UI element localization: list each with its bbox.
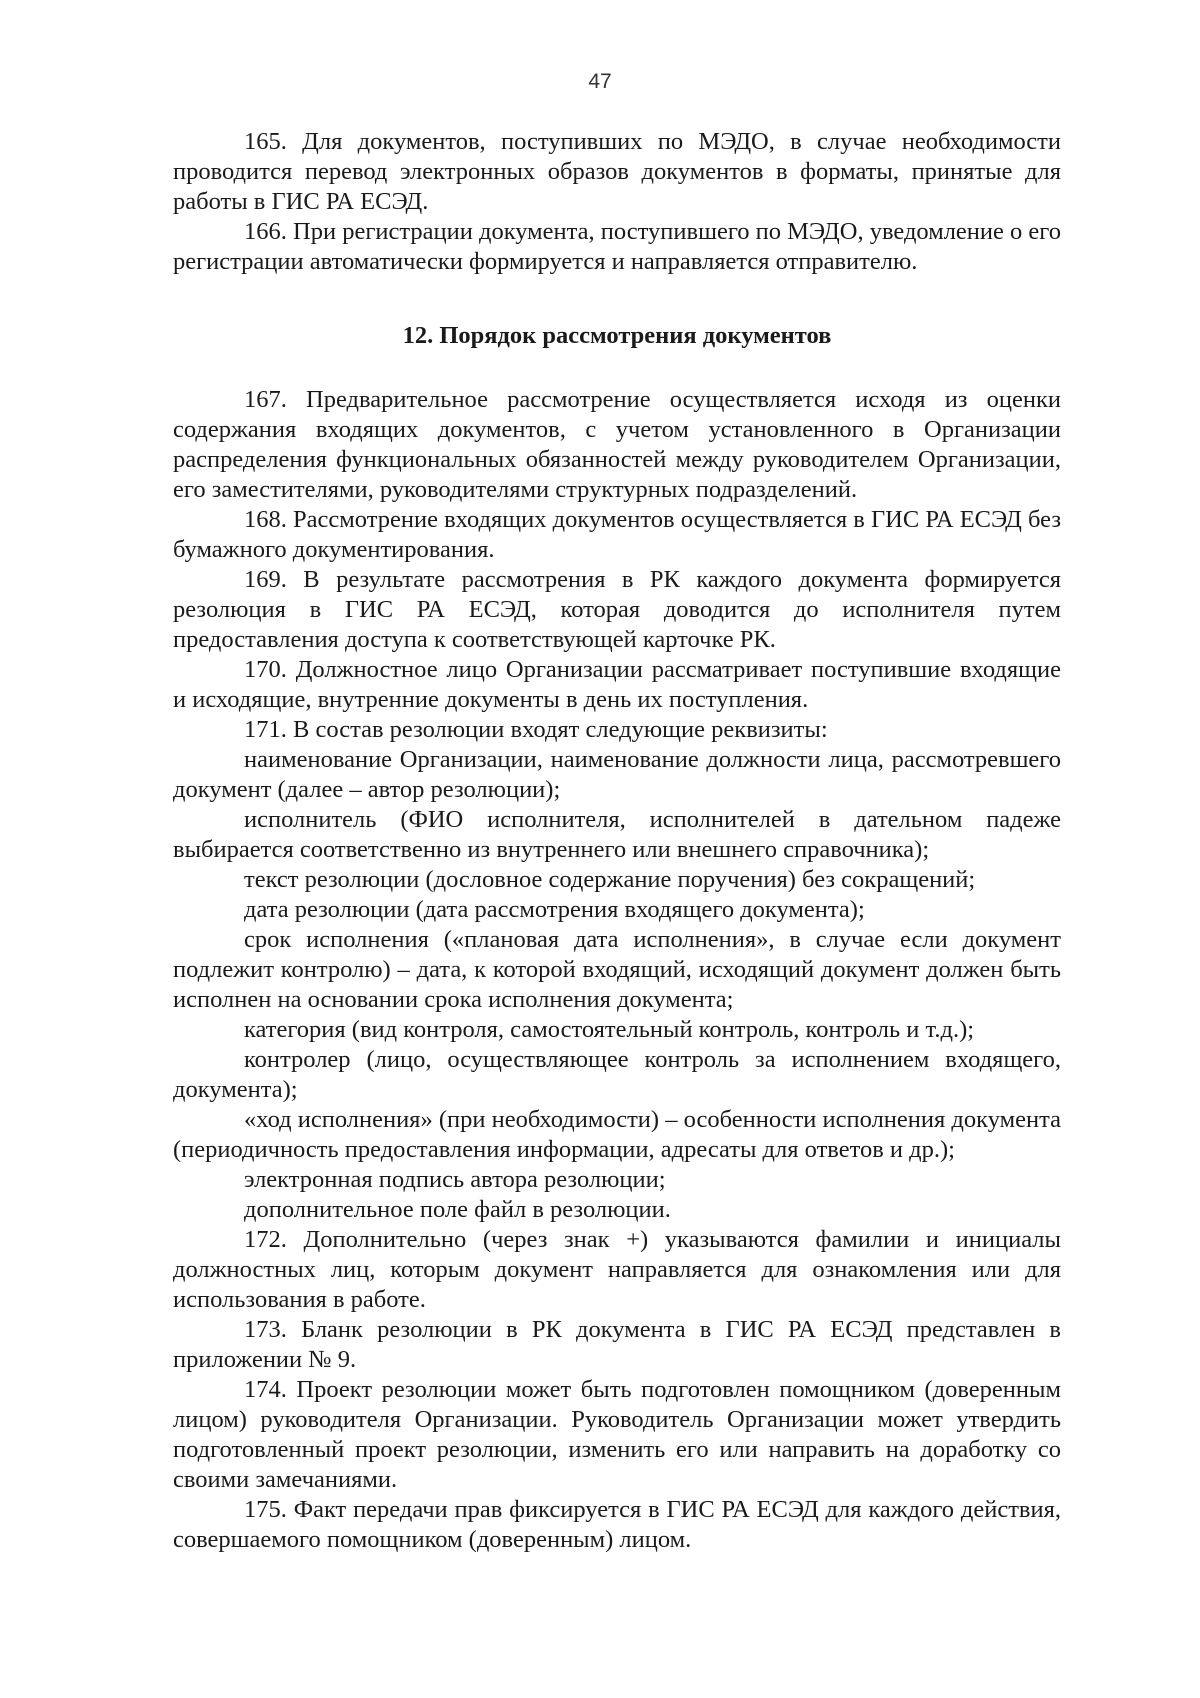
paragraph-171: 171. В состав резолюции входят следующие реквизиты: (244, 716, 828, 743)
paragraph-170: 170. Должностное лицо Организации рассматривает поступившие входящие и исходящие, внутренние документы в день их поступления. (173, 656, 1061, 713)
list-item-category: категория (вид контроля, самостоятельный контроль, контроль и т.д.); (244, 1016, 975, 1043)
paragraph-167: 167. Предварительное рассмотрение осуществляется исходя из оценки содержания входящих документов, с учетом установленного в Организации распределения функциональных обязанностей между руководителем Организации, его заместителями, руководителями структурных подразделений. (173, 386, 1061, 503)
document-body (173, 127, 1061, 1555)
list-item-signature: электронная подпись автора резолюции; (244, 1166, 666, 1193)
list-item-file-field: дополнительное поле файл в резолюции. (244, 1196, 671, 1223)
list-item-executor: исполнитель (ФИО исполнителя, исполнителей в дательном падеже выбирается соответственно из внутреннего или внешнего справочника); (173, 806, 1061, 863)
page-number: 47 (588, 70, 612, 93)
paragraph-168: 168. Рассмотрение входящих документов осуществляется в ГИС РА ЕСЭД без бумажного документирования. (173, 506, 1061, 563)
list-item-deadline: срок исполнения («плановая дата исполнения», в случае если документ подлежит контролю) – дата, к которой входящий, исходящий документ должен быть исполнен на основании срока исполнения документа; (173, 926, 1061, 1013)
paragraph-165: 165. Для документов, поступивших по МЭДО, в случае необходимости проводится перевод электронных образов документов в форматы, принятые для работы в ГИС РА ЕСЭД. (173, 128, 1061, 215)
section-title: 12. Порядок рассмотрения документов (402, 322, 832, 349)
paragraph-169: 169. В результате рассмотрения в РК каждого документа формируется резолюция в ГИС РА ЕСЭД, которая доводится до исполнителя путем предоставления доступа к соответствующей карточке РК. (173, 566, 1061, 653)
list-item-organization: наименование Организации, наименование должности лица, рассмотревшего документ (далее – автор резолюции); (173, 746, 1061, 803)
list-item-resolution-date: дата резолюции (дата рассмотрения входящего документа); (244, 896, 865, 923)
paragraph-175: 175. Факт передачи прав фиксируется в ГИС РА ЕСЭД для каждого действия, совершаемого помощником (доверенным) лицом. (173, 1496, 1061, 1553)
paragraph-174: 174. Проект резолюции может быть подготовлен помощником (доверенным лицом) руководителя Организации. Руководитель Организации может утвердить подготовленный проект резолюции, изменить его или направить на доработку со своими замечаниями. (173, 1376, 1061, 1493)
paragraph-173: 173. Бланк резолюции в РК документа в ГИС РА ЕСЭД представлен в приложении № 9. (173, 1316, 1061, 1373)
list-item-resolution-text: текст резолюции (дословное содержание поручения) без сокращений; (244, 866, 976, 893)
list-item-progress: «ход исполнения» (при необходимости) – особенности исполнения документа (периодичность предоставления информации, адресаты для ответов и др.); (173, 1106, 1061, 1163)
list-item-controller: контролер (лицо, осуществляющее контроль за исполнением входящего, документа); (173, 1046, 1061, 1103)
paragraph-172: 172. Дополнительно (через знак +) указываются фамилии и инициалы должностных лиц, которым документ направляется для ознакомления или для использования в работе. (173, 1226, 1061, 1313)
paragraph-166: 166. При регистрации документа, поступившего по МЭДО, уведомление о его регистрации автоматически формируется и направляется отправителю. (173, 218, 1061, 275)
